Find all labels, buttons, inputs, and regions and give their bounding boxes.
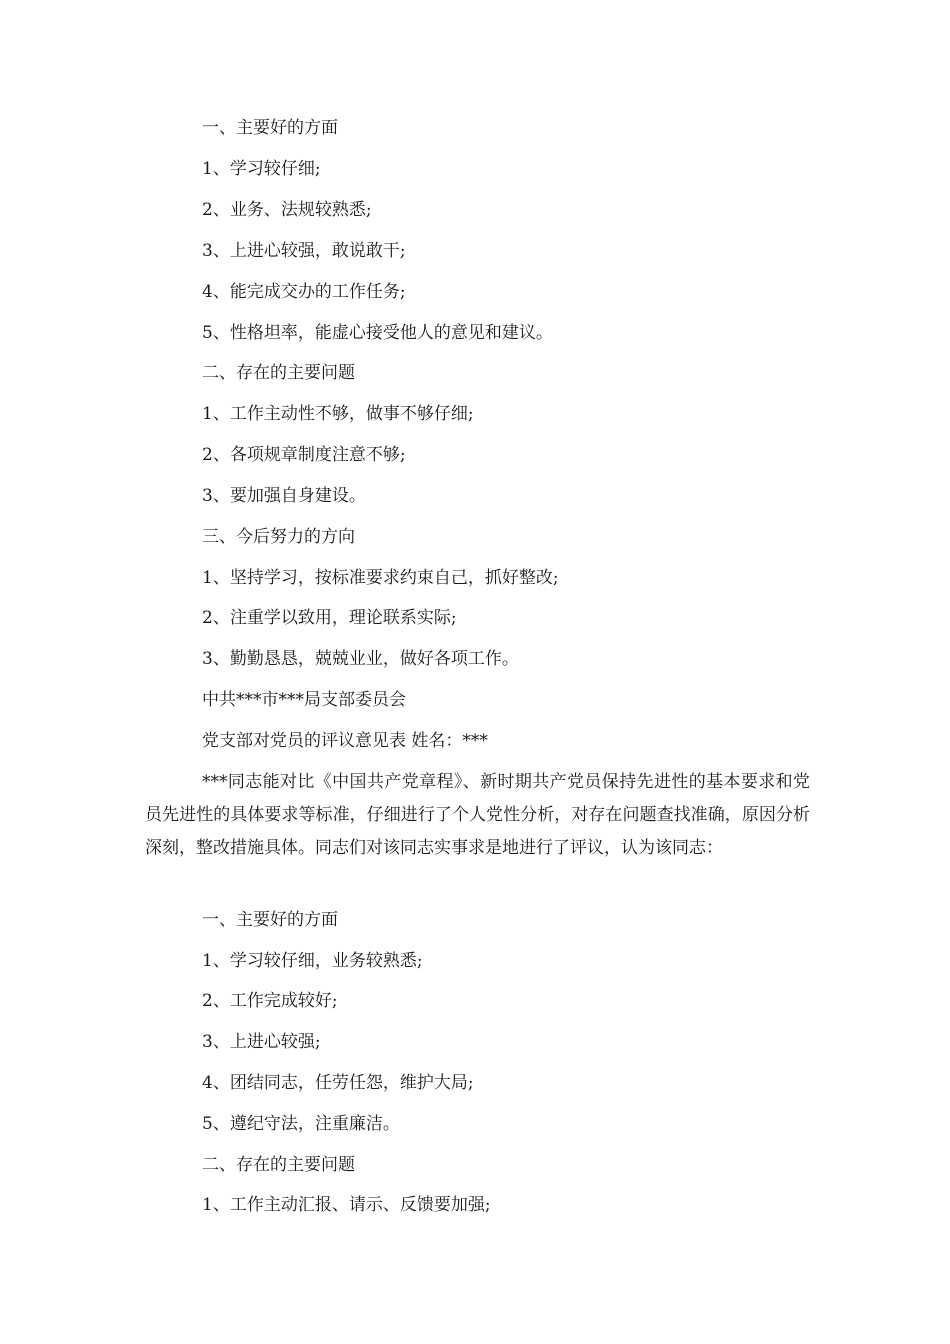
heading-direction: 三、今后努力的方向 [202,527,355,547]
heading-strengths: 一、主要好的方面 [202,118,338,138]
heading-problems: 二、存在的主要问题 [202,1155,355,1175]
list-item: 1、坚持学习，按标准要求约束自己，抓好整改; [202,568,559,588]
evaluation-paragraph: ***同志能对比《中国共产党章程》、新时期共产党员保持先进性的基本要求和党员先进性的具体要求等标准，仔细进行了个人党性分析，对存在问题查找准确，原因分析深刻，整改措施具体。同志们对该同志实事求是地进行了评议，认为该同志： [145,772,810,858]
form-title: 党支部对党员的评议意见表 姓名：*** [202,731,488,751]
list-item: 3、上进心较强; [202,1032,321,1052]
org-name: 中共***市***局支部委员会 [202,690,406,710]
heading-strengths: 一、主要好的方面 [202,910,338,930]
heading-problems: 二、存在的主要问题 [202,363,355,383]
list-item: 4、团结同志，任劳任怨，维护大局; [202,1073,474,1093]
list-item: 2、注重学以致用，理论联系实际; [202,608,457,628]
list-item: 2、各项规章制度注意不够; [202,445,406,465]
list-item: 1、工作主动性不够，做事不够仔细; [202,404,474,424]
list-item: 2、工作完成较好; [202,991,338,1011]
list-item: 3、要加强自身建设。 [202,486,366,506]
list-item: 5、性格坦率，能虚心接受他人的意见和建议。 [202,323,553,343]
list-item: 5、遵纪守法，注重廉洁。 [202,1114,400,1134]
list-item: 3、勤勤恳恳，兢兢业业，做好各项工作。 [202,649,519,669]
list-item: 3、上进心较强，敢说敢干; [202,241,406,261]
list-item: 1、工作主动汇报、请示、反馈要加强; [202,1195,491,1215]
list-item: 1、学习较仔细; [202,159,321,179]
list-item: 2、业务、法规较熟悉; [202,200,372,220]
list-item: 4、能完成交办的工作任务; [202,282,406,302]
list-item: 1、学习较仔细，业务较熟悉; [202,951,423,971]
